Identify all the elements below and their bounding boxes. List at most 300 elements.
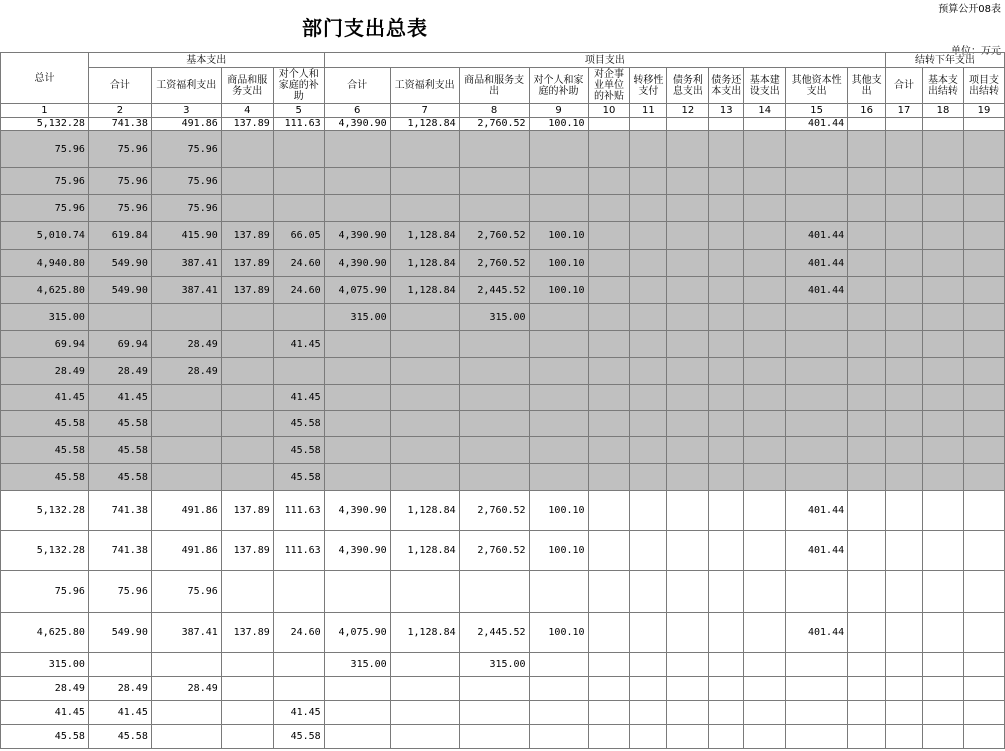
table-cell	[588, 277, 630, 304]
table-cell: 28.49	[88, 358, 151, 385]
table-cell	[390, 437, 459, 464]
table-cell: 137.89	[221, 118, 273, 131]
table-cell	[390, 331, 459, 358]
table-row	[1, 677, 1005, 701]
table-cell	[630, 385, 667, 411]
column-header: 合计	[886, 68, 923, 104]
table-cell	[848, 411, 886, 437]
table-cell	[529, 725, 588, 749]
table-cell	[221, 571, 273, 613]
table-cell	[390, 358, 459, 385]
table-cell	[221, 304, 273, 331]
table-cell	[922, 613, 963, 653]
table-cell	[630, 118, 667, 131]
column-index: 4	[221, 104, 273, 118]
table-cell	[709, 411, 744, 437]
table-cell: 28.49	[1, 358, 89, 385]
table-cell	[744, 250, 786, 277]
table-cell	[922, 677, 963, 701]
table-cell	[848, 250, 886, 277]
table-cell	[963, 385, 1004, 411]
table-row	[1, 464, 1005, 491]
table-cell: 4,390.90	[324, 118, 390, 131]
table-cell: 387.41	[151, 613, 221, 653]
column-index: 11	[630, 104, 667, 118]
table-row	[1, 385, 1005, 411]
table-cell	[588, 725, 630, 749]
table-cell	[963, 725, 1004, 749]
column-header: 合计	[88, 68, 151, 104]
table-cell: 549.90	[88, 613, 151, 653]
table-cell	[221, 464, 273, 491]
form-number: 预算公开08表	[938, 4, 1001, 15]
table-cell	[529, 331, 588, 358]
table-cell	[630, 222, 667, 250]
table-cell	[709, 250, 744, 277]
table-cell: 45.58	[1, 411, 89, 437]
table-cell: 4,625.80	[1, 613, 89, 653]
table-cell	[786, 331, 848, 358]
table-cell	[459, 411, 529, 437]
table-cell: 401.44	[786, 613, 848, 653]
table-cell	[886, 701, 923, 725]
table-cell	[886, 222, 923, 250]
table-cell	[667, 613, 709, 653]
expenditure-table	[0, 52, 1005, 749]
column-header: 基本支出结转	[922, 68, 963, 104]
table-cell	[786, 385, 848, 411]
table-cell	[630, 195, 667, 222]
table-cell	[588, 222, 630, 250]
table-cell	[963, 464, 1004, 491]
table-cell	[667, 464, 709, 491]
table-cell	[922, 168, 963, 195]
table-cell	[390, 677, 459, 701]
table-cell	[667, 331, 709, 358]
table-cell	[390, 304, 459, 331]
column-header: 其他资本性支出	[786, 68, 848, 104]
table-cell: 5,010.74	[1, 222, 89, 250]
table-cell	[324, 195, 390, 222]
table-cell: 387.41	[151, 277, 221, 304]
table-cell: 1,128.84	[390, 250, 459, 277]
table-cell	[848, 385, 886, 411]
column-index: 16	[848, 104, 886, 118]
table-row	[1, 725, 1005, 749]
table-cell	[630, 358, 667, 385]
table-cell: 100.10	[529, 277, 588, 304]
table-cell: 41.45	[273, 701, 324, 725]
table-cell: 5,132.28	[1, 531, 89, 571]
table-cell	[709, 358, 744, 385]
table-cell: 2,445.52	[459, 613, 529, 653]
table-cell: 75.96	[151, 195, 221, 222]
table-cell	[324, 725, 390, 749]
table-cell	[630, 464, 667, 491]
column-index: 1	[1, 104, 89, 118]
column-index: 10	[588, 104, 630, 118]
table-cell	[886, 195, 923, 222]
table-cell: 491.86	[151, 531, 221, 571]
column-index: 6	[324, 104, 390, 118]
table-cell	[588, 118, 630, 131]
table-cell	[324, 131, 390, 168]
table-cell	[709, 331, 744, 358]
table-cell	[848, 677, 886, 701]
table-cell	[886, 437, 923, 464]
table-cell	[630, 331, 667, 358]
table-cell	[922, 464, 963, 491]
table-cell	[529, 131, 588, 168]
table-cell	[667, 250, 709, 277]
table-cell: 45.58	[273, 725, 324, 749]
table-cell	[709, 222, 744, 250]
table-cell	[922, 701, 963, 725]
table-cell	[630, 571, 667, 613]
table-cell: 111.63	[273, 118, 324, 131]
table-cell	[588, 168, 630, 195]
table-cell: 75.96	[88, 195, 151, 222]
column-index: 19	[963, 104, 1004, 118]
table-cell: 100.10	[529, 613, 588, 653]
table-cell	[667, 277, 709, 304]
column-header: 债务利息支出	[667, 68, 709, 104]
table-cell	[88, 653, 151, 677]
table-cell: 28.49	[151, 358, 221, 385]
table-cell	[459, 464, 529, 491]
table-cell: 137.89	[221, 222, 273, 250]
table-cell	[273, 653, 324, 677]
table-cell: 24.60	[273, 250, 324, 277]
table-cell	[786, 168, 848, 195]
table-cell	[667, 531, 709, 571]
table-cell: 75.96	[88, 131, 151, 168]
table-row	[1, 277, 1005, 304]
table-cell	[963, 701, 1004, 725]
table-cell	[963, 358, 1004, 385]
table-cell	[786, 571, 848, 613]
table-cell: 111.63	[273, 531, 324, 571]
table-cell	[886, 250, 923, 277]
table-cell	[848, 168, 886, 195]
table-cell: 401.44	[786, 491, 848, 531]
table-cell: 4,625.80	[1, 277, 89, 304]
table-cell	[922, 304, 963, 331]
table-cell: 45.58	[273, 437, 324, 464]
table-cell	[922, 250, 963, 277]
table-cell	[744, 385, 786, 411]
table-cell	[848, 531, 886, 571]
table-cell	[786, 725, 848, 749]
table-cell: 100.10	[529, 118, 588, 131]
table-cell	[529, 358, 588, 385]
table-cell: 28.49	[1, 677, 89, 701]
column-index: 17	[886, 104, 923, 118]
table-cell	[630, 725, 667, 749]
table-cell: 75.96	[1, 195, 89, 222]
table-cell	[459, 358, 529, 385]
table-cell: 41.45	[1, 385, 89, 411]
header-group-project: 项目支出	[324, 53, 885, 68]
table-cell: 491.86	[151, 118, 221, 131]
table-cell: 741.38	[88, 491, 151, 531]
table-cell	[744, 411, 786, 437]
table-cell: 741.38	[88, 531, 151, 571]
table-cell	[848, 491, 886, 531]
table-cell	[459, 331, 529, 358]
table-cell: 100.10	[529, 531, 588, 571]
table-cell	[709, 168, 744, 195]
table-cell	[886, 168, 923, 195]
table-cell	[786, 653, 848, 677]
table-cell	[963, 331, 1004, 358]
table-cell	[963, 131, 1004, 168]
table-cell	[221, 195, 273, 222]
table-cell: 2,760.52	[459, 531, 529, 571]
table-cell: 315.00	[459, 304, 529, 331]
page-title: 部门支出总表	[302, 16, 428, 40]
table-cell	[459, 195, 529, 222]
table-cell: 4,940.80	[1, 250, 89, 277]
table-cell	[529, 385, 588, 411]
table-cell	[744, 701, 786, 725]
table-cell	[963, 118, 1004, 131]
table-cell	[630, 411, 667, 437]
column-header: 对个人和家庭的补助	[529, 68, 588, 104]
table-cell	[588, 411, 630, 437]
table-cell	[151, 385, 221, 411]
table-cell: 75.96	[151, 131, 221, 168]
table-cell	[588, 613, 630, 653]
table-cell: 45.58	[1, 725, 89, 749]
table-cell	[886, 571, 923, 613]
table-cell	[390, 653, 459, 677]
table-cell	[744, 195, 786, 222]
table-cell: 4,390.90	[324, 531, 390, 571]
table-cell: 5,132.28	[1, 118, 89, 131]
table-cell	[667, 304, 709, 331]
table-cell	[922, 222, 963, 250]
table-cell	[744, 277, 786, 304]
table-cell: 111.63	[273, 491, 324, 531]
table-cell	[848, 701, 886, 725]
table-row	[1, 222, 1005, 250]
table-cell	[709, 118, 744, 131]
table-cell: 137.89	[221, 250, 273, 277]
table-cell	[588, 531, 630, 571]
column-index: 8	[459, 104, 529, 118]
table-cell	[221, 725, 273, 749]
table-cell	[630, 491, 667, 531]
table-cell: 45.58	[273, 411, 324, 437]
column-index: 5	[273, 104, 324, 118]
table-row	[1, 411, 1005, 437]
table-cell: 1,128.84	[390, 277, 459, 304]
table-cell	[390, 701, 459, 725]
table-cell: 387.41	[151, 250, 221, 277]
table-cell	[324, 437, 390, 464]
table-cell: 45.58	[88, 725, 151, 749]
table-cell: 401.44	[786, 222, 848, 250]
table-cell	[848, 331, 886, 358]
column-header: 其他支出	[848, 68, 886, 104]
table-cell	[324, 677, 390, 701]
table-cell: 4,390.90	[324, 250, 390, 277]
table-cell	[588, 131, 630, 168]
table-cell	[588, 653, 630, 677]
table-cell	[667, 701, 709, 725]
table-cell	[886, 358, 923, 385]
table-cell	[786, 195, 848, 222]
table-cell	[667, 385, 709, 411]
table-cell: 66.05	[273, 222, 324, 250]
table-cell	[963, 613, 1004, 653]
table-cell: 75.96	[1, 168, 89, 195]
table-cell	[221, 358, 273, 385]
table-cell	[588, 491, 630, 531]
table-cell	[744, 331, 786, 358]
table-cell	[786, 304, 848, 331]
table-cell	[390, 131, 459, 168]
table-cell	[221, 677, 273, 701]
column-index: 9	[529, 104, 588, 118]
table-row	[1, 195, 1005, 222]
column-index: 18	[922, 104, 963, 118]
table-cell	[324, 358, 390, 385]
table-cell	[848, 653, 886, 677]
table-cell	[744, 131, 786, 168]
table-cell	[529, 168, 588, 195]
column-header: 项目支出结转	[963, 68, 1004, 104]
table-cell	[963, 571, 1004, 613]
table-cell	[459, 437, 529, 464]
table-cell	[963, 531, 1004, 571]
table-cell: 619.84	[88, 222, 151, 250]
table-cell	[744, 653, 786, 677]
table-cell	[848, 464, 886, 491]
table-cell	[963, 168, 1004, 195]
table-cell	[390, 168, 459, 195]
table-cell: 69.94	[1, 331, 89, 358]
table-cell	[744, 437, 786, 464]
table-cell	[744, 531, 786, 571]
table-cell	[151, 304, 221, 331]
table-cell	[886, 277, 923, 304]
table-cell	[390, 411, 459, 437]
table-cell	[630, 168, 667, 195]
table-cell: 401.44	[786, 118, 848, 131]
table-cell	[667, 491, 709, 531]
table-cell	[922, 411, 963, 437]
table-cell	[667, 118, 709, 131]
table-cell	[848, 437, 886, 464]
table-cell: 100.10	[529, 491, 588, 531]
table-cell	[786, 701, 848, 725]
header-total: 总计	[1, 53, 89, 104]
table-cell	[529, 653, 588, 677]
table-cell: 24.60	[273, 613, 324, 653]
table-cell	[744, 613, 786, 653]
table-cell	[588, 358, 630, 385]
table-cell	[630, 437, 667, 464]
table-cell	[744, 491, 786, 531]
column-header: 工资福利支出	[390, 68, 459, 104]
table-cell	[709, 725, 744, 749]
column-index: 12	[667, 104, 709, 118]
table-cell	[709, 385, 744, 411]
table-cell	[709, 677, 744, 701]
unit-label: 单位：万元	[951, 46, 1001, 57]
table-cell	[886, 613, 923, 653]
table-cell	[709, 304, 744, 331]
table-cell	[963, 437, 1004, 464]
table-cell: 4,390.90	[324, 222, 390, 250]
table-cell	[667, 168, 709, 195]
table-cell	[529, 195, 588, 222]
table-cell	[848, 725, 886, 749]
table-cell	[886, 653, 923, 677]
table-cell	[390, 195, 459, 222]
table-cell	[709, 531, 744, 571]
table-cell	[667, 131, 709, 168]
table-cell	[529, 677, 588, 701]
table-cell	[709, 653, 744, 677]
table-cell	[390, 571, 459, 613]
table-cell	[744, 677, 786, 701]
table-cell: 4,075.90	[324, 613, 390, 653]
table-cell	[529, 411, 588, 437]
table-cell	[221, 701, 273, 725]
table-cell: 24.60	[273, 277, 324, 304]
table-cell	[886, 131, 923, 168]
table-cell	[273, 131, 324, 168]
table-cell: 315.00	[324, 304, 390, 331]
table-row	[1, 131, 1005, 168]
table-cell	[709, 195, 744, 222]
table-cell: 2,760.52	[459, 118, 529, 131]
table-cell	[588, 195, 630, 222]
table-cell: 75.96	[1, 131, 89, 168]
table-cell	[922, 277, 963, 304]
table-cell	[667, 725, 709, 749]
table-cell	[151, 411, 221, 437]
table-cell: 549.90	[88, 277, 151, 304]
table-cell	[588, 571, 630, 613]
column-header: 对企事业单位的补贴	[588, 68, 630, 104]
table-cell	[221, 331, 273, 358]
table-cell	[588, 464, 630, 491]
table-cell: 75.96	[88, 571, 151, 613]
table-cell	[786, 677, 848, 701]
table-cell	[963, 304, 1004, 331]
table-cell	[529, 464, 588, 491]
table-cell	[588, 331, 630, 358]
table-cell	[630, 701, 667, 725]
table-cell: 69.94	[88, 331, 151, 358]
table-cell	[886, 331, 923, 358]
table-cell	[630, 677, 667, 701]
table-cell	[459, 168, 529, 195]
table-cell	[151, 725, 221, 749]
table-cell: 1,128.84	[390, 118, 459, 131]
column-index: 7	[390, 104, 459, 118]
table-cell: 2,760.52	[459, 250, 529, 277]
table-cell	[324, 331, 390, 358]
table-row	[1, 701, 1005, 725]
table-cell	[744, 571, 786, 613]
table-cell	[709, 571, 744, 613]
table-row	[1, 358, 1005, 385]
